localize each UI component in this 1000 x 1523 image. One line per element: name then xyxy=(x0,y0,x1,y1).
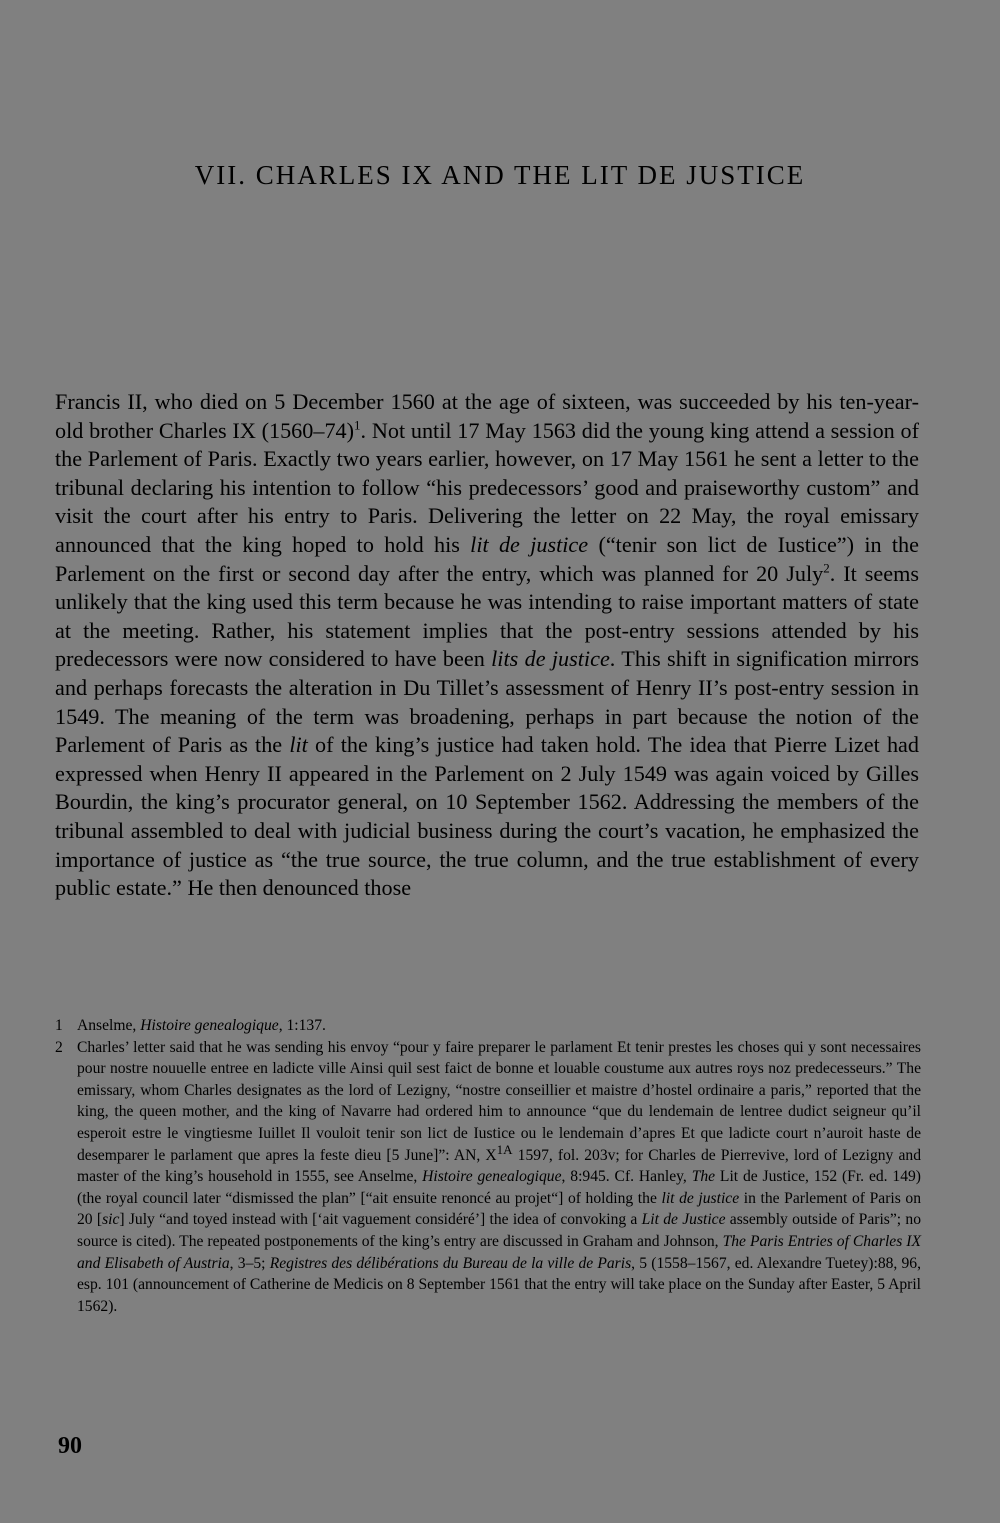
italic-term: lit de justice xyxy=(470,531,589,557)
footnote-text: assembly outside of Paris”; no source is cited). The repeated postponements of the king’s entry are discussed in Graham and Johnson, xyxy=(77,1211,921,1250)
footnote-text: Charles’ letter said that he was sending his envoy “pour y faire preparer le parlament Et tenir prestes les choses qui y sont necessaires pour nostre nouuelle entree en ladicte ville Ainsi quil sest faict de bonne et louable coustume aux autres roys noz predecesseurs.” The emissary, whom Charles designates as the lord of Lezigny, “nostre conseillier et maistre d’hostel ordinaire a paris,” reported that the king, the queen mother, and the king of Navarre had ordered him to announce “que du lendemain de lentree dudict seigneur qu’il esperoit estre le vingtiesme Iuillet Il vouloit tenir son lict de Iustice ou le lendemain d’apres Et que ladicte court n’auroit haste de desemparer le parlament que apres la feste dieu [5 June]”: AN, X xyxy=(77,1038,921,1164)
body-text-run: . It seems unlikely that the king used this term because he was intending to raise important matters of state at the meeting. Rather, his statement implies that the post-entry sessions attended by his predecessors were now considered to have been xyxy=(55,560,919,672)
italic-title: Histoire genealogique xyxy=(140,1017,279,1034)
body-text-run: of the king’s justice had taken hold. The idea that Pierre Lizet had expressed when Henry II appeared in the Parlement on 2 July 1549 was again voiced by Gilles Bourdin, the king’s procurator general, on 10 September 1562. Addressing the members of the tribunal assembled to deal with judicial business during the court’s vacation, he emphasized the importance of justice as “the true source, the true column, and the true establishment of every public estate.” He then denounced those xyxy=(55,732,920,901)
footnote-text: , 8:945. Cf. Hanley, xyxy=(561,1168,692,1186)
chapter-title: VII. CHARLES IX AND THE LIT DE JUSTICE xyxy=(194,160,806,190)
italic-sic: sic xyxy=(102,1211,120,1229)
footnote-2 xyxy=(55,1037,921,1318)
body-text xyxy=(55,388,919,903)
body-text-run: Francis II, who died on 5 December 1560 at the age of sixteen, was succeeded by his ten-year-old brother Charles IX (1560–74) xyxy=(55,389,919,443)
italic-title: The xyxy=(691,1168,716,1186)
footnote-text: Anselme, xyxy=(77,1017,141,1034)
footnote-text: , 1:137. xyxy=(278,1017,326,1034)
italic-term: lits de justice xyxy=(491,646,610,672)
footnote-text: , 3–5; xyxy=(229,1254,270,1272)
footnote-text: in the Parlement of Paris on 20 [ xyxy=(77,1189,922,1229)
page-number: 90 xyxy=(58,1433,82,1459)
footnote-number: 2 xyxy=(55,1038,63,1056)
superscript: 1A xyxy=(496,1141,513,1157)
footnote-number: 1 xyxy=(55,1017,63,1034)
italic-term: lit de justice xyxy=(661,1189,740,1207)
footnote-text: Lit de Justice, 152 (Fr. ed. 149) (the royal council later “dismissed the plan” [“ait ensuite renoncé au projet“] of holding the xyxy=(77,1168,921,1207)
italic-title: Registres des délibérations du Bureau de la ville de Paris xyxy=(269,1254,632,1272)
italic-title: Histoire genealogique xyxy=(422,1168,562,1186)
footnote-ref-2: 2 xyxy=(823,560,830,576)
body-text-run: . Not until 17 May 1563 did the young king attend a session of the Parlement of Paris. Exactly two years earlier, however, on 17 May 1561 he sent a letter to the tribunal declaring his intention to follow “his predecessors’ good and praiseworthy custom” and visit the court after his entry to Paris. Delivering the letter on 22 May, the royal emissary announced that the king hoped to hold his xyxy=(55,417,919,557)
italic-term: lit xyxy=(289,732,308,758)
footnote-ref-1: 1 xyxy=(354,417,361,433)
footnote-text: , 5 (1558–1567, ed. Alexandre Tuetey):88, 96, esp. 101 (announcement of Catherine de Medicis on 8 September 1561 that the entry will take place on the Sunday after Easter, 5 April 1562). xyxy=(77,1254,922,1315)
body-paragraph xyxy=(55,388,919,903)
footnotes xyxy=(55,1015,921,1317)
italic-term: Lit de Justice xyxy=(641,1211,726,1229)
body-text-run: . This shift in signification mirrors and perhaps forecasts the alteration in Du Tillet’s assessment of Henry II’s post-entry session in 1549. The meaning of the term was broadening, perhaps in part because the notion of the Parlement of Paris as the xyxy=(55,646,919,758)
italic-title: The Paris Entries of Charles IX and Elisabeth of Austria xyxy=(77,1232,921,1272)
body-text-run: (“tenir son lict de Iustice”) in the Parlement on the first or second day after the entry, which was planned for 20 July xyxy=(55,531,919,586)
footnote-text: ] July “and toyed instead with [‘ait vaguement considéré’] the idea of convoking a xyxy=(119,1211,642,1229)
footnote-1 xyxy=(55,1015,921,1037)
footnote-text: 1597, fol. 203v; for Charles de Pierrevive, lord of Lezigny and master of the king’s household in 1555, see Anselme, xyxy=(77,1146,921,1186)
